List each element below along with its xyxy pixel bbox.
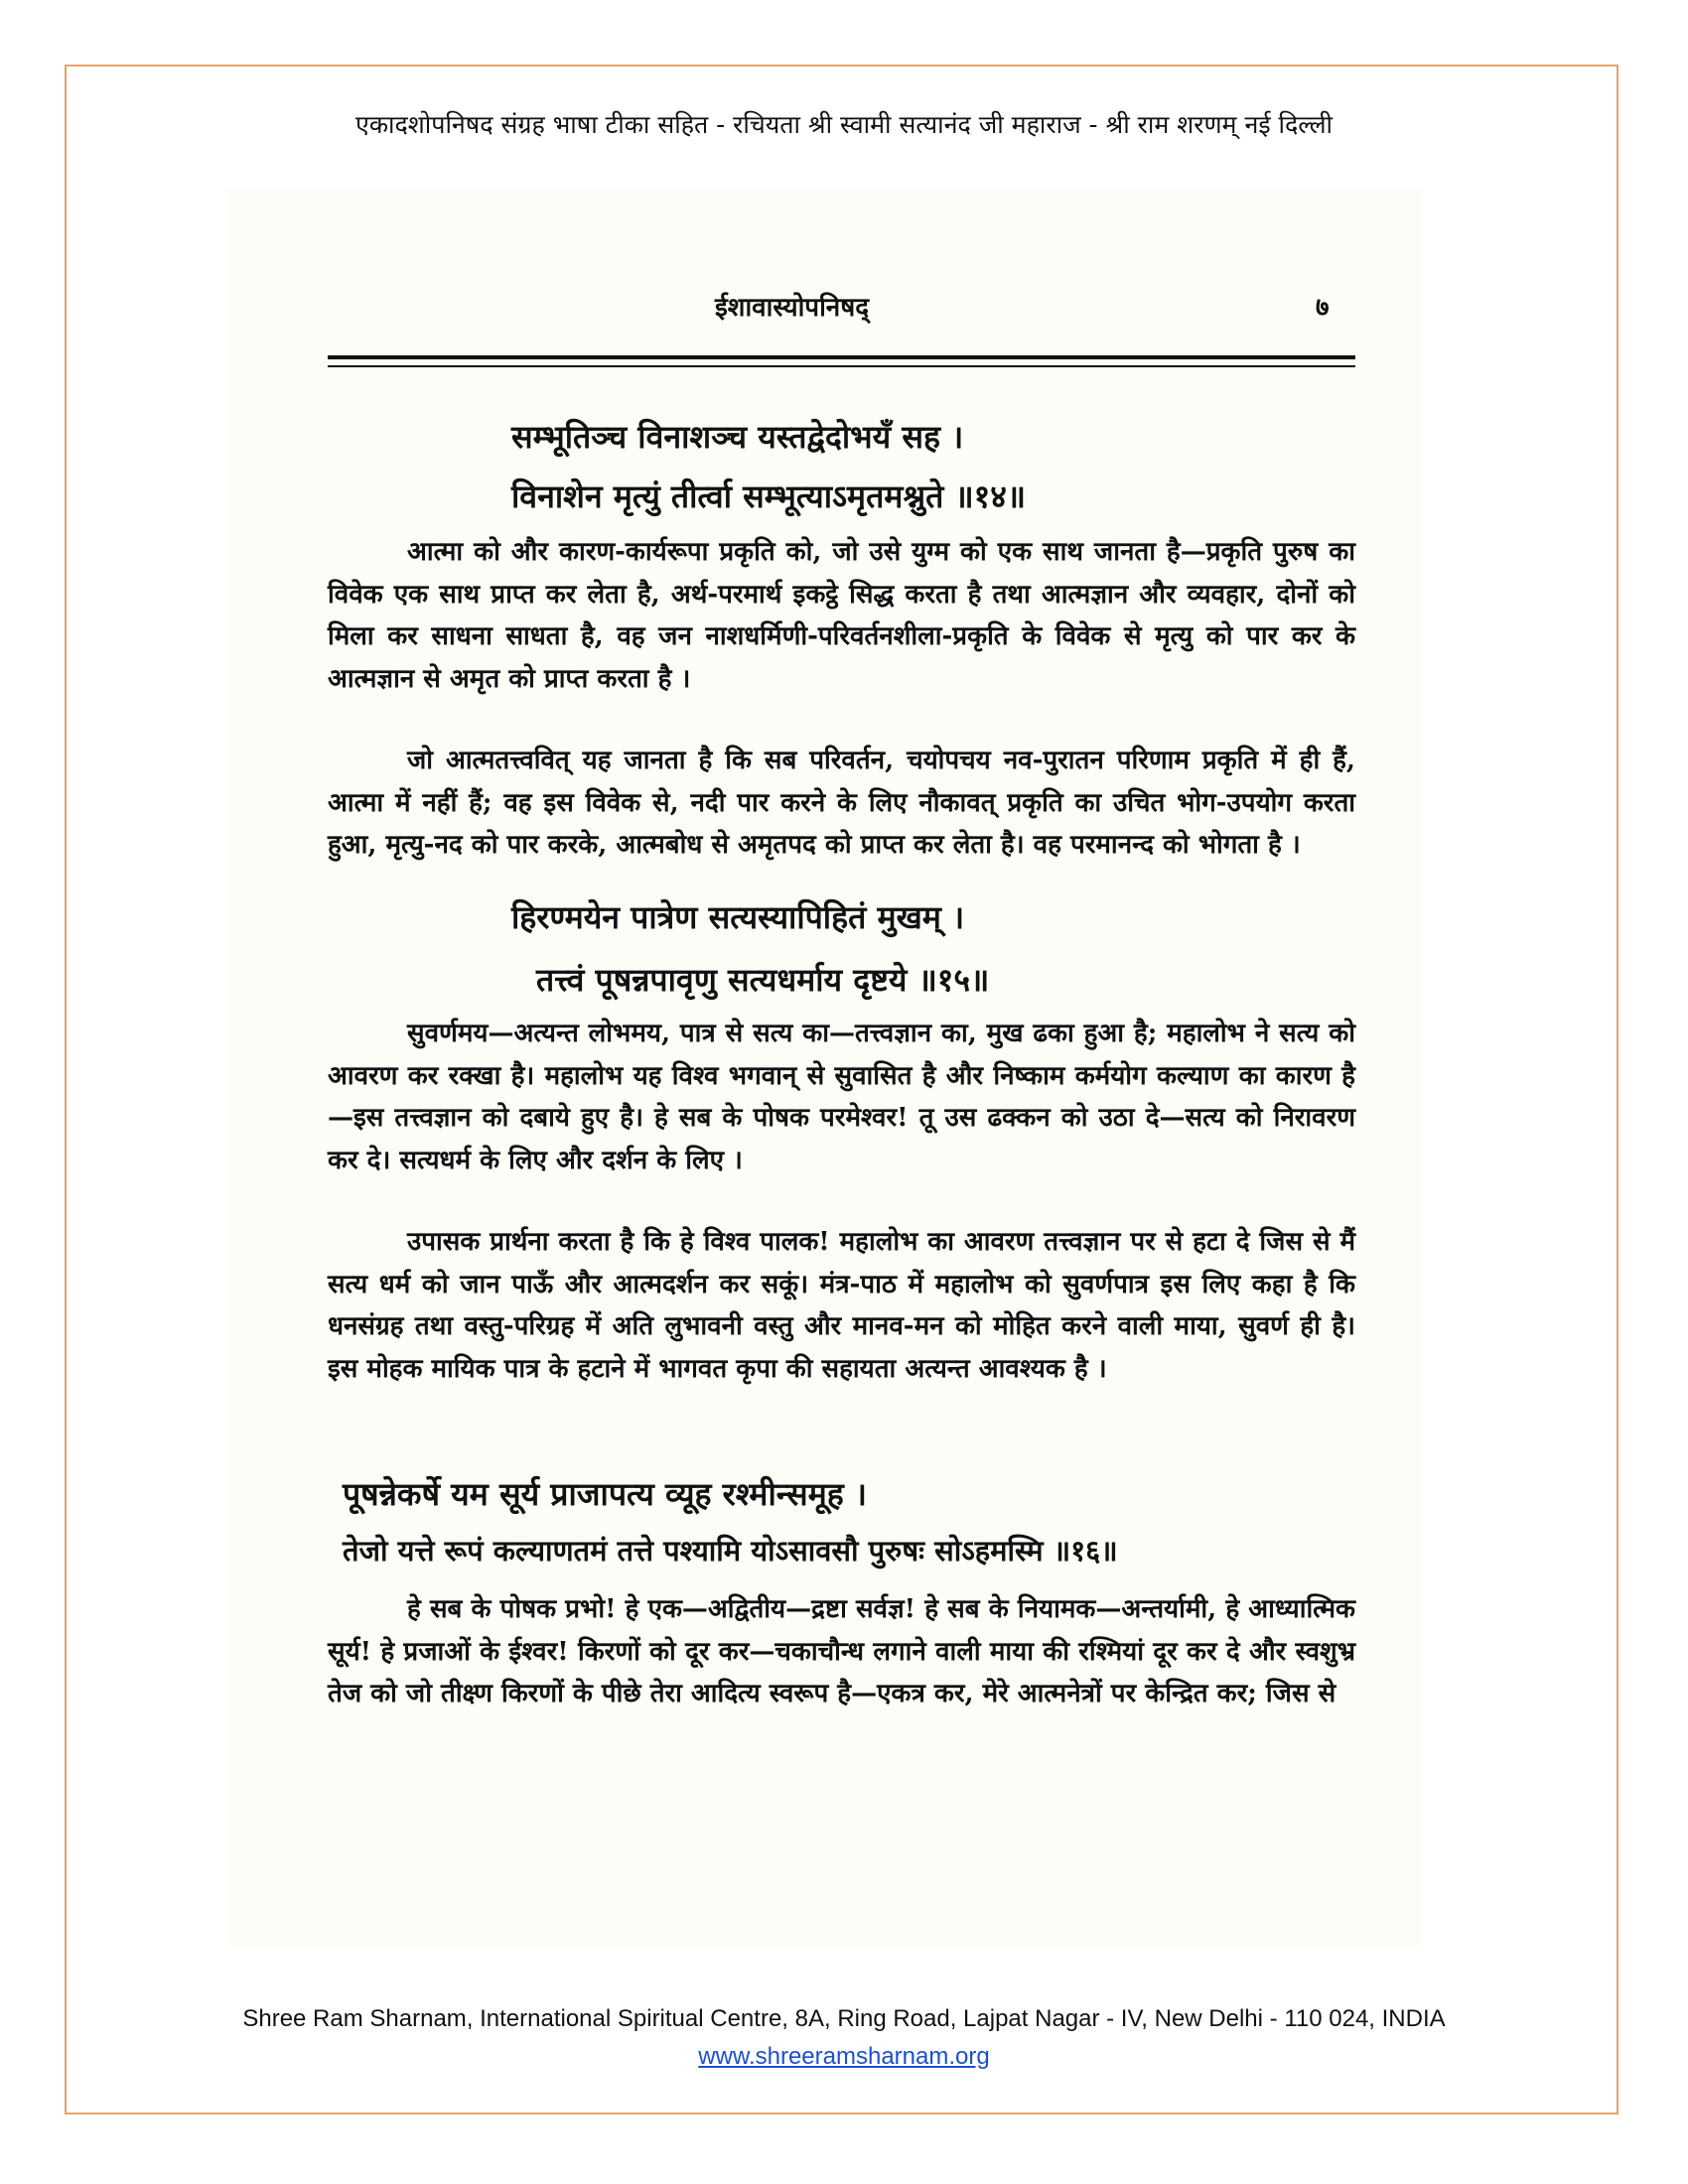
verse-15-line-2: तत्त्वं पूषन्नपावृणु सत्यधर्माय दृष्टये ॥१५॥	[536, 961, 990, 999]
scanned-page	[228, 189, 1420, 1946]
footer-link-row	[0, 2043, 1688, 2071]
header-rule-thick	[328, 355, 1355, 359]
header-rule-thin	[328, 365, 1355, 367]
paragraph-1: आत्मा को और कारण-कार्यरूपा प्रकृति को, जो उसे युग्म को एक साथ जानता है—प्रकृति पुरुष का विवेक एक साथ प्राप्त कर लेता है, अर्थ-परमार्थ इकट्ठे सिद्ध करता है तथा आत्मज्ञान और व्यवहार, दोनों को मिला कर साधना साधता है, वह जन नाशधर्मिणी-परिवर्तनशीला-प्रकृति के विवेक से मृत्यु को पार कर के आत्मज्ञान से अमृत को प्राप्त करता है ।	[328, 537, 1355, 694]
paragraph-3: सुवर्णमय—अत्यन्त लोभमय, पात्र से सत्य का—तत्त्वज्ञान का, मुख ढका हुआ है; महालोभ ने सत्य को आवरण कर रक्खा है। महालोभ यह विश्व भगवान् से सुवासित है और निष्काम कर्मयोग कल्याण का कारण है—इस तत्त्वज्ञान को दबाये हुए है। हे सब के पोषक परमेश्वर! तू उस ढक्कन को उठा दे—सत्य को निरावरण कर दे। सत्यधर्म के लिए और दर्शन के लिए ।	[328, 1019, 1355, 1175]
website-link[interactable]: www.shreeramsharnam.org	[698, 2043, 990, 2070]
verse-16-line-2: तेजो यत्ते रूपं कल्याणतमं तत्ते पश्यामि योऽसावसौ पुरुषः सोऽहमस्मि ॥१६॥	[343, 1534, 1118, 1568]
paragraph-2: जो आत्मतत्त्ववित् यह जानता है कि सब परिवर्तन, चयोपचय नव-पुरातन परिणाम प्रकृति में ही हैं, आत्मा में नहीं हैं; वह इस विवेक से, नदी पार करने के लिए नौकावत् प्रकृति का उचित भोग-उपयोग करता हुआ, मृत्यु-नद को पार करके, आत्मबोध से अमृतपद को प्राप्त कर लेता है। वह परमानन्द को भोगता है ।	[328, 746, 1355, 860]
running-head	[228, 288, 1420, 328]
verse-14-line-1: सम्भूतिञ्च विनाशञ्च यस्तद्वेदोभयँ सह ।	[511, 418, 964, 456]
paragraph-4: उपासक प्रार्थना करता है कि हे विश्व पालक! महालोभ का आवरण तत्त्वज्ञान पर से हटा दे जिस से मैं सत्य धर्म को जान पाऊँ और आत्मदर्शन कर सकूं। मंत्र-पाठ में महालोभ को सुवर्णपात्र इस लिए कहा है कि धनसंग्रह तथा वस्तु-परिग्रह में अति लुभावनी वस्तु और मानव-मन को मोहित करने वाली माया, सुवर्ण ही है। इस मोहक मायिक पात्र के हटाने में भागवत कृपा की सहायता अत्यन्त आवश्यक है ।	[328, 1227, 1355, 1384]
verse-16-line-1: पूषन्नेकर्षे यम सूर्य प्राजापत्य व्यूह रश्मीन्समूह ।	[343, 1475, 868, 1513]
running-title: ईशावास्योपनिषद्	[715, 293, 870, 323]
footer-address: Shree Ram Sharnam, International Spiritual Centre, 8A, Ring Road, Lajpat Nagar - IV, New Delhi - 110 024, INDIA	[242, 2005, 1446, 2032]
page-header: एकादशोपनिषद संग्रह भाषा टीका सहित - रचियता श्री स्वामी सत्यानंद जी महाराज - श्री राम शरणम् नई दिल्ली	[355, 110, 1333, 139]
verse-14-line-2: विनाशेन मृत्युं तीर्त्वा सम्भूत्याऽमृतमश्नुते ॥१४॥	[511, 478, 1027, 515]
verse-15-line-1: हिरण्मयेन पात्रेण सत्यस्यापिहितं मुखम् ।	[511, 898, 965, 936]
page-number: ७	[1316, 293, 1330, 323]
paragraph-5: हे सब के पोषक प्रभो! हे एक—अद्वितीय—द्रष्टा सर्वज्ञ! हे सब के नियामक—अन्तर्यामी, हे आध्यात्मिक सूर्य! हे प्रजाओं के ईश्वर! किरणों को दूर कर—चकाचौन्ध लगाने वाली माया की रश्मियां दूर कर दे और स्वशुभ्र तेज को जो तीक्ष्ण किरणों के पीछे तेरा आदित्य स्वरूप है—एकत्र कर, मेरे आत्मनेत्रों पर केन्द्रित कर; जिस से	[328, 1594, 1355, 1708]
